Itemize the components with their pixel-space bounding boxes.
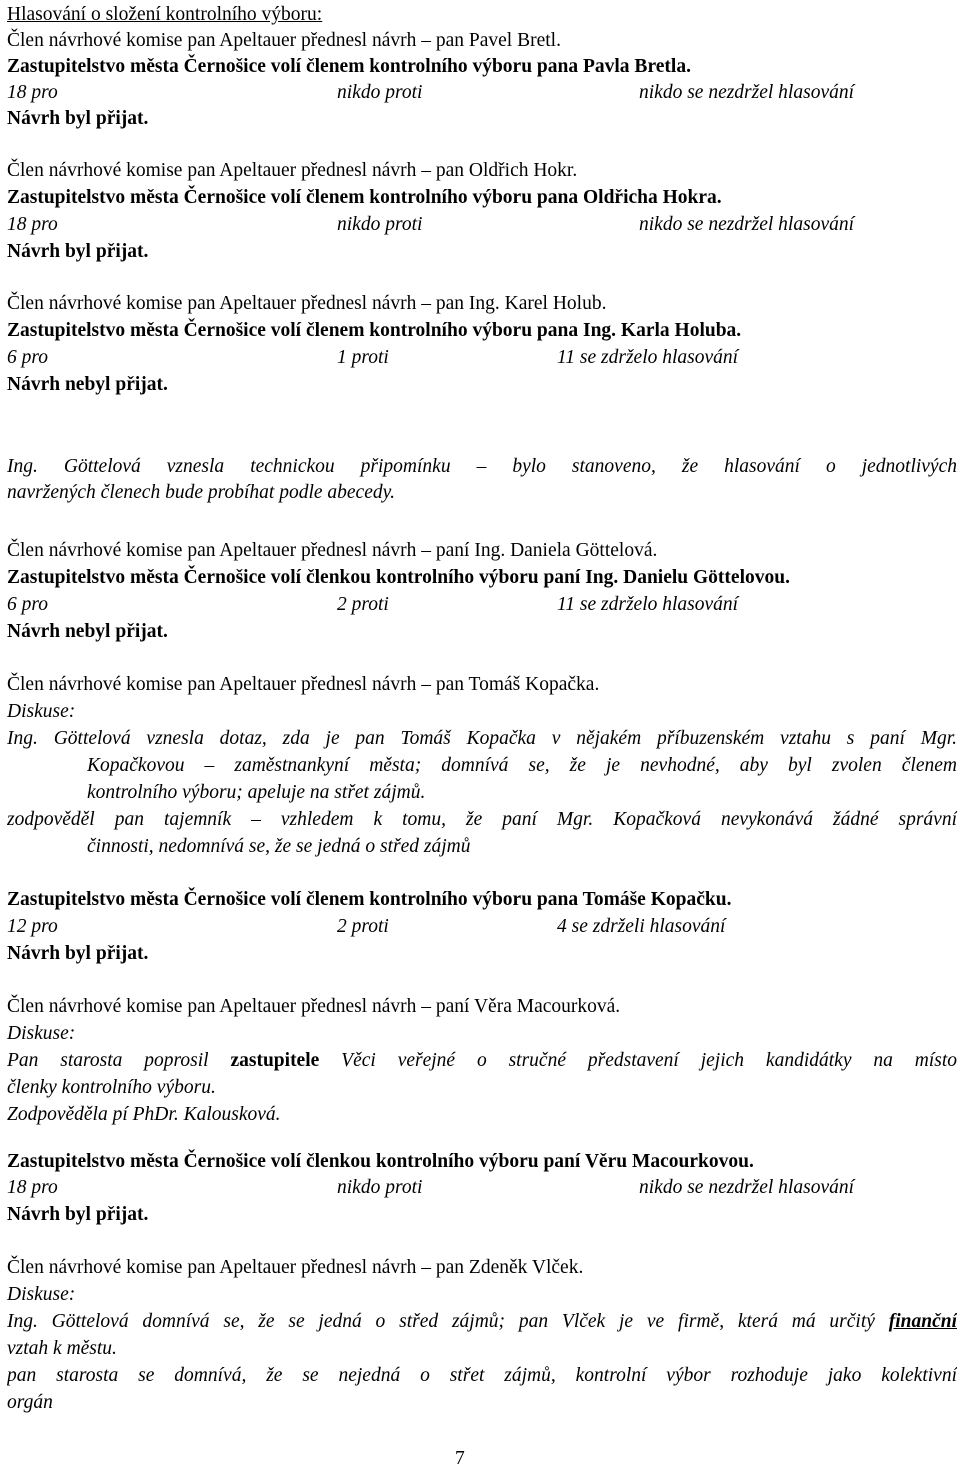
technical-note-line1: Ing. Göttelová vznesla technickou připomínku – bylo stanoveno, že hlasování o jednotlivých (7, 456, 957, 477)
vote-pro: 6 pro (7, 347, 48, 368)
discussion-kopacka-line1: Ing. Göttelová vznesla dotaz, zda je pan Tomáš Kopačka v nějakém příbuzenském vztahu s paní Mgr. (7, 728, 957, 749)
discussion-vlcek-line1: Ing. Göttelová domnívá se, že se jedná o střed zájmů; pan Vlček je ve firmě, která má určitý finanční (7, 1311, 957, 1332)
discussion-macourkova-line1: Pan starosta poprosil zastupitele Věci veřejné o stručné představení jejich kandidátky na místo (7, 1050, 957, 1071)
diskuse-label: Diskuse: (7, 1284, 76, 1305)
result-kopacka: Návrh byl přijat. (7, 943, 149, 964)
vote-pro: 18 pro (7, 82, 58, 103)
vote-bretl (7, 80, 957, 106)
vote-proti: 2 proti (337, 594, 389, 615)
technical-note-line2: navržených členech bude probíhat podle abecedy. (7, 482, 396, 503)
vote-pro: 18 pro (7, 214, 58, 235)
proposal-vlcek: Člen návrhové komise pan Apeltauer přednesl návrh – pan Zdeněk Vlček. (7, 1257, 584, 1278)
reply-tajemnik-line2: činnosti, nedomnívá se, že se jedná o střed zájmů (87, 836, 471, 857)
vote-proti: 1 proti (337, 347, 389, 368)
vote-holub (7, 345, 957, 371)
page-number: 7 (455, 1448, 465, 1469)
result-macourkova: Návrh byl přijat. (7, 1204, 149, 1225)
result-hokr: Návrh byl přijat. (7, 241, 149, 262)
vote-zdrzel: nikdo se nezdržel hlasování (639, 214, 855, 235)
discussion-macourkova-line2: členky kontrolního výboru. (7, 1077, 216, 1098)
discussion-kopacka-line3: kontrolního výboru; apeluje na střet zájmů. (87, 782, 426, 803)
vote-zdrzel: 11 se zdrželo hlasování (557, 594, 739, 615)
section-heading: Hlasování o složení kontrolního výboru: (7, 4, 323, 25)
resolution-holub: Zastupitelstvo města Černošice volí členem kontrolního výboru pana Ing. Karla Holuba. (7, 320, 742, 341)
proposal-gottelova: Člen návrhové komise pan Apeltauer přednesl návrh – paní Ing. Daniela Göttelová. (7, 540, 658, 561)
reply-starosta-line2: orgán (7, 1392, 53, 1413)
vote-gottelova (7, 592, 957, 618)
discussion-kopacka-line2: Kopačkovou – zaměstnankyní města; domnívá se, že je nevhodné, aby byl zvolen členem (87, 755, 957, 776)
vote-pro: 18 pro (7, 1177, 58, 1198)
resolution-gottelova: Zastupitelstvo města Černošice volí členkou kontrolního výboru paní Ing. Danielu Göttelovou. (7, 567, 790, 588)
vote-proti: nikdo proti (337, 214, 423, 235)
vote-kopacka (7, 914, 957, 940)
vote-zdrzel: nikdo se nezdržel hlasování (639, 82, 855, 103)
vote-hokr (7, 212, 957, 238)
resolution-hokr: Zastupitelstvo města Černošice volí členem kontrolního výboru pana Oldřicha Hokra. (7, 187, 722, 208)
proposal-kopacka: Člen návrhové komise pan Apeltauer přednesl návrh – pan Tomáš Kopačka. (7, 674, 600, 695)
resolution-macourkova: Zastupitelstvo města Černošice volí členkou kontrolního výboru paní Věru Macourkovou. (7, 1151, 754, 1172)
diskuse-label: Diskuse: (7, 1023, 76, 1044)
vote-zdrzel: nikdo se nezdržel hlasování (639, 1177, 855, 1198)
resolution-kopacka: Zastupitelstvo města Černošice volí členem kontrolního výboru pana Tomáše Kopačku. (7, 889, 732, 910)
vote-proti: nikdo proti (337, 1177, 423, 1198)
vote-proti: 2 proti (337, 916, 389, 937)
vote-pro: 6 pro (7, 594, 48, 615)
vote-macourkova (7, 1175, 957, 1201)
reply-tajemnik-line1: zodpověděl pan tajemník – vzhledem k tomu, že paní Mgr. Kopačková nevykonává žádné správní (7, 809, 957, 830)
proposal-macourkova: Člen návrhové komise pan Apeltauer přednesl návrh – paní Věra Macourková. (7, 996, 621, 1017)
diskuse-label: Diskuse: (7, 701, 76, 722)
vote-proti: nikdo proti (337, 82, 423, 103)
resolution-bretl: Zastupitelstvo města Černošice volí členem kontrolního výboru pana Pavla Bretla. (7, 56, 691, 77)
reply-starosta-line1: pan starosta se domnívá, že se nejedná o střet zájmů, kontrolní výbor rozhoduje jako kolektivní (7, 1365, 957, 1386)
proposal-holub: Člen návrhové komise pan Apeltauer přednesl návrh – pan Ing. Karel Holub. (7, 293, 607, 314)
emphasis-zastupitele: zastupitele (230, 1050, 320, 1071)
proposal-hokr: Člen návrhové komise pan Apeltauer přednesl návrh – pan Oldřich Hokr. (7, 160, 578, 181)
result-gottelova: Návrh nebyl přijat. (7, 621, 168, 642)
vote-zdrzel: 4 se zdrželi hlasování (557, 916, 726, 937)
emphasis-financni: finanční (888, 1311, 957, 1332)
reply-kalouskova: Zodpověděla pí PhDr. Kalousková. (7, 1104, 281, 1125)
result-bretl: Návrh byl přijat. (7, 108, 149, 129)
discussion-vlcek-line2: vztah k městu. (7, 1338, 117, 1359)
vote-pro: 12 pro (7, 916, 58, 937)
result-holub: Návrh nebyl přijat. (7, 374, 168, 395)
vote-zdrzel: 11 se zdrželo hlasování (557, 347, 739, 368)
proposal-bretl: Člen návrhové komise pan Apeltauer přednesl návrh – pan Pavel Bretl. (7, 30, 561, 51)
